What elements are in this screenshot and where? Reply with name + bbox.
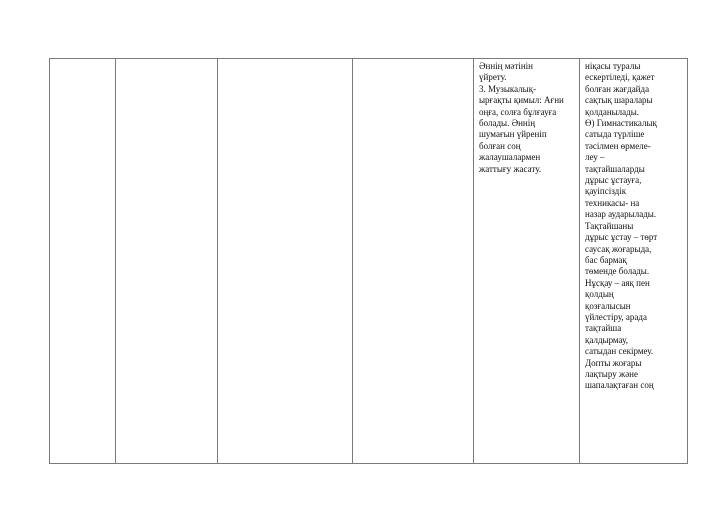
- table-cell-col3: [218, 59, 353, 464]
- table-cell-col6: [580, 59, 688, 464]
- table-cell-col1: [50, 59, 116, 464]
- table-cell-col4: [353, 59, 474, 464]
- gymnastics-safety-text: ніқасы туралы ескертіледі, қажет болған жағдайда сақтық шаралары қолданылады. Ө) Гимнастикалық сатыда түрліше тәсілмен өрмеле- леу – тақтайшаларды дұрыс ұстауға, қауіпсіздік техникасы- на назар аударылады. Тақтайшаны дұрыс ұстау – төрт саусақ жоғарыда, бас бармақ төменде болады. Нұсқау – аяқ пен қолдың қозғалысын үйлестіру, арада тақтайша қалдырмау, сатыдан секірмеу. Допты жоғары лақтыру және шапалақтаған соң: [585, 61, 658, 391]
- lesson-plan-table: [49, 58, 688, 464]
- table-cell-col5: [474, 59, 580, 464]
- music-activity-text: Әннің мәтінін үйрету. 3. Музыкалық- ырғақты қимыл: Ағни оңға, солға бұлғауға болады. Әннің шумағын үйреніп болған соң жалаушалармен жаттығу жасату.: [479, 61, 564, 174]
- table-cell-col2: [116, 59, 218, 464]
- table-row: [50, 59, 688, 464]
